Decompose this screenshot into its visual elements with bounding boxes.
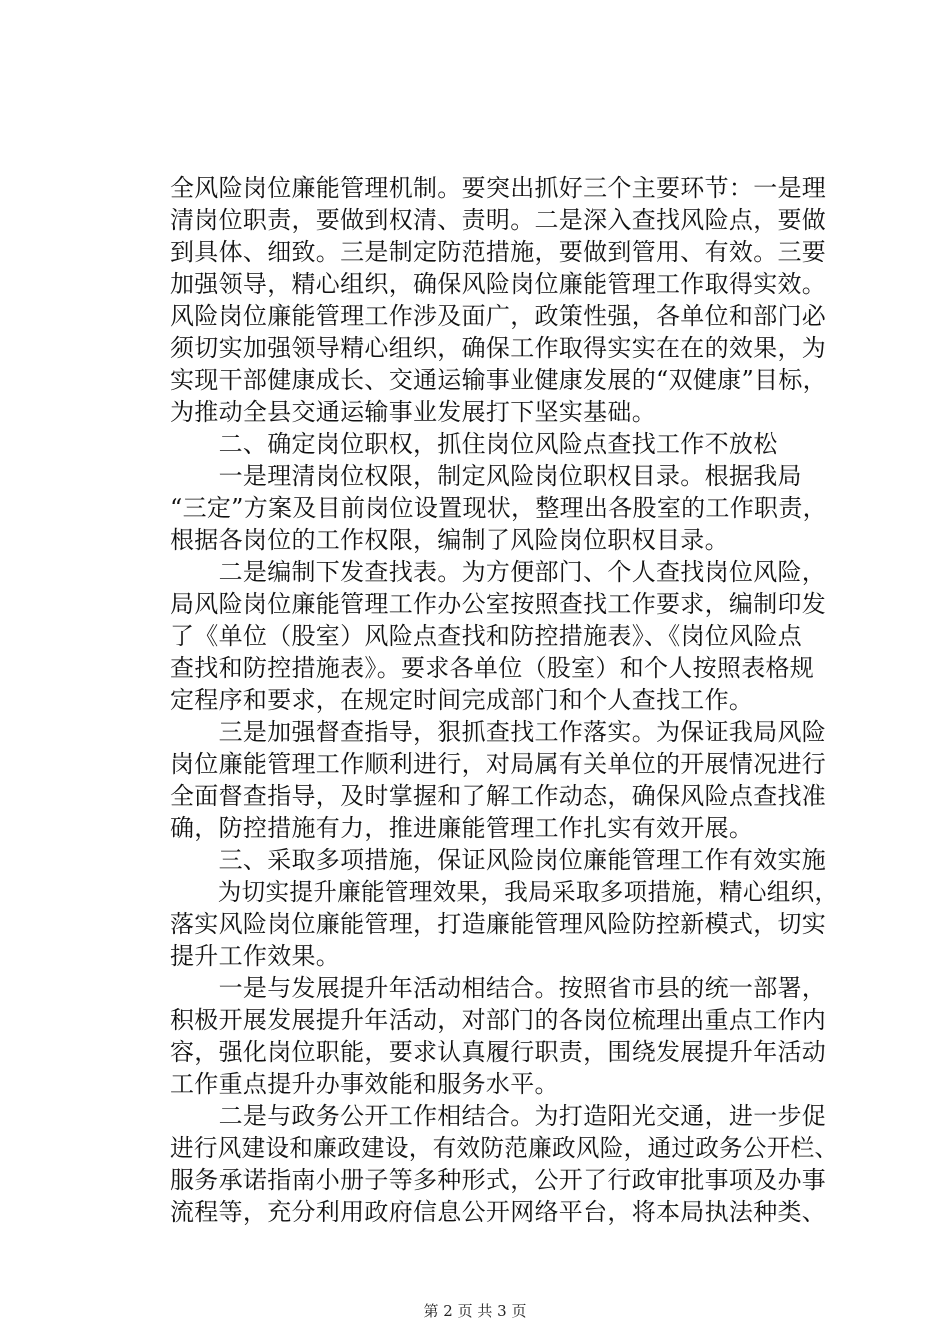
text-line: 落实风险岗位廉能管理，打造廉能管理风险防控新模式，切实 <box>170 910 827 938</box>
text-line: 流程等，充分利用政府信息公开网络平台，将本局执法种类、 <box>170 1198 827 1226</box>
text-line: 服务承诺指南小册子等多种形式，公开了行政审批事项及办事 <box>170 1166 827 1194</box>
text-line: 全面督查指导，及时掌握和了解工作动态，确保风险点查找准 <box>170 782 827 810</box>
text-line: 确，防控措施有力，推进廉能管理工作扎实有效开展。 <box>170 814 754 842</box>
text-line: 加强领导，精心组织，确保风险岗位廉能管理工作取得实效。 <box>170 270 827 298</box>
text-line: 实现干部健康成长、交通运输事业健康发展的“双健康”目标， <box>170 366 827 394</box>
text-line: 进行风建设和廉政建设，有效防范廉政风险，通过政务公开栏、 <box>170 1134 839 1162</box>
text-line: 提升工作效果。 <box>170 942 341 970</box>
text-line: 二是与政务公开工作相结合。为打造阳光交通，进一步促 <box>170 1102 827 1130</box>
text-line: 根据各岗位的工作权限，编制了风险岗位职权目录。 <box>170 526 729 554</box>
text-line: 工作重点提升办事效能和服务水平。 <box>170 1070 559 1098</box>
page-footer: 第 2 页 共 3 页 <box>423 1302 527 1320</box>
text-line: 查找和防控措施表》。要求各单位（股室）和个人按照表格规 <box>170 654 815 682</box>
text-line: 局风险岗位廉能管理工作办公室按照查找工作要求，编制印发 <box>170 590 827 618</box>
text-line: 一是与发展提升年活动相结合。按照省市县的统一部署， <box>170 974 827 1002</box>
text-line: 须切实加强领导精心组织，确保工作取得实实在在的效果，为 <box>170 334 827 362</box>
text-line: 岗位廉能管理工作顺利进行，对局属有关单位的开展情况进行 <box>170 750 827 778</box>
text-line: 一是理清岗位权限，制定风险岗位职权目录。根据我局 <box>170 462 802 490</box>
text-line: 了《单位（股室）风险点查找和防控措施表》、《岗位风险点 <box>170 622 803 650</box>
text-line: 为切实提升廉能管理效果，我局采取多项措施，精心组织， <box>170 878 839 906</box>
text-line: 二是编制下发查找表。为方便部门、个人查找岗位风险， <box>170 558 827 586</box>
text-line: 为推动全县交通运输事业发展打下坚实基础。 <box>170 398 656 426</box>
text-line: 全风险岗位廉能管理机制。要突出抓好三个主要环节：一是理 <box>170 174 827 202</box>
text-line: 定程序和要求，在规定时间完成部门和个人查找工作。 <box>170 686 754 714</box>
text-line: 三、采取多项措施，保证风险岗位廉能管理工作有效实施 <box>170 846 827 874</box>
text-line: 风险岗位廉能管理工作涉及面广，政策性强，各单位和部门必 <box>170 302 827 330</box>
text-line: 二、确定岗位职权，抓住岗位风险点查找工作不放松 <box>170 430 778 458</box>
text-line: 到具体、细致。三是制定防范措施，要做到管用、有效。三要 <box>170 238 827 266</box>
text-line: 容，强化岗位职能，要求认真履行职责，围绕发展提升年活动 <box>170 1038 827 1066</box>
body-text <box>170 172 838 1228</box>
text-line: 积极开展发展提升年活动，对部门的各岗位梳理出重点工作内 <box>170 1006 827 1034</box>
text-line: 清岗位职责，要做到权清、责明。二是深入查找风险点，要做 <box>170 206 827 234</box>
text-line: 三是加强督查指导，狠抓查找工作落实。为保证我局风险 <box>170 718 827 746</box>
text-line: “三定”方案及目前岗位设置现状，整理出各股室的工作职责， <box>170 494 827 522</box>
